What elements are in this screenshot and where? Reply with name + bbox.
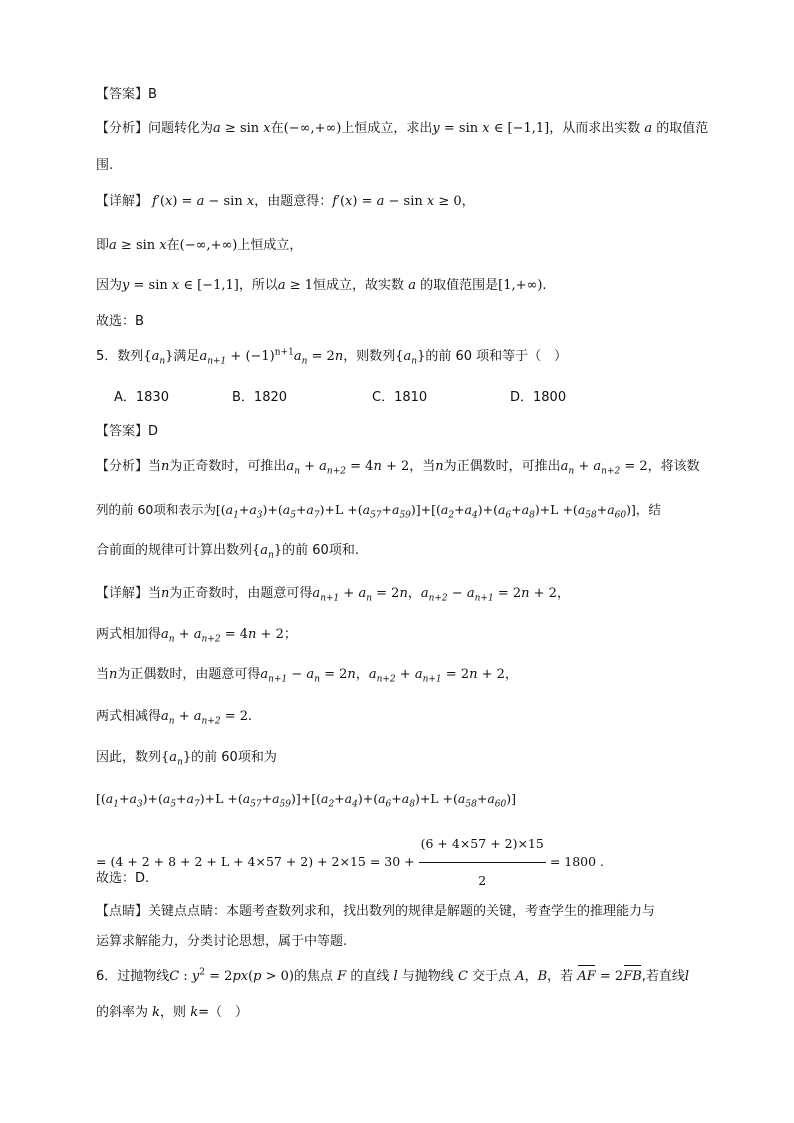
math: f xyxy=(332,194,338,209)
math: = 4 xyxy=(346,459,374,474)
math: n xyxy=(347,667,356,682)
math: n xyxy=(469,667,478,682)
q5-text: 两式相减得 xyxy=(96,709,162,724)
q6-stem-text: 交于点 xyxy=(472,969,512,984)
q6-line-2 xyxy=(96,1004,702,1022)
math: + $(-1)^{n+1}$ xyxy=(226,347,294,364)
math: + xyxy=(118,791,130,806)
math: a xyxy=(277,278,286,293)
math: $a_{n+1}$ xyxy=(260,667,288,685)
q5-detail-line-1 xyxy=(96,585,702,603)
math: $a_4$ xyxy=(344,791,358,810)
q4-text: 恒成立，故实数 xyxy=(313,278,405,293)
q4-line-2 xyxy=(96,237,702,255)
math: + xyxy=(596,502,608,517)
q5-text: . xyxy=(248,709,253,724)
math: $a_3$ xyxy=(129,791,143,810)
math: { xyxy=(252,543,261,558)
q5-review-text: 运算求解能力，分类讨论思想，属于中等题. xyxy=(96,934,348,949)
vector-af: AF xyxy=(577,969,596,984)
q6-stem-text: 的焦点 xyxy=(294,969,334,984)
q4-analysis-text: ，从而求出实数 xyxy=(549,121,641,136)
math: $a_{n+2}$ xyxy=(193,627,221,645)
math: ′( xyxy=(337,194,346,209)
math: $a_{n+2}$ xyxy=(193,709,221,727)
math: l xyxy=(393,969,398,984)
math: a xyxy=(213,121,221,136)
fraction-denominator: 2 xyxy=(478,873,487,888)
q5-analysis-text: 为正奇数时，可推出 xyxy=(169,459,287,474)
math: $a_{n+2}$ xyxy=(420,586,448,604)
math: (−∞,+∞) xyxy=(179,238,238,253)
q5-review-text: 关键点点睛：本题考查数列求和，找出数列的规律是解题的关键，考查学生的推理能力与 xyxy=(148,904,656,919)
math: ′( xyxy=(156,194,165,209)
math: a xyxy=(408,278,416,293)
math: )] xyxy=(506,791,516,806)
math: ≥ sin xyxy=(116,238,160,253)
q5-analysis-text: ，将该数 xyxy=(647,459,700,474)
q5-text: ； xyxy=(283,627,297,642)
math: = 1800 . xyxy=(545,854,605,869)
vector-fb: FB xyxy=(623,969,642,984)
math: + 2 xyxy=(381,459,410,474)
math: : xyxy=(179,969,192,984)
q5-choice xyxy=(96,870,702,888)
q4-choice-text: 故选：B xyxy=(96,314,144,329)
math: x xyxy=(345,194,353,209)
q4-analysis-text: 的取值范 xyxy=(656,121,709,136)
q4-text: 即 xyxy=(96,238,110,253)
q6-stem xyxy=(96,968,702,986)
math: ) = xyxy=(352,194,377,209)
math: $a_n$ xyxy=(151,349,166,367)
math: $a_{n+2}$ xyxy=(593,459,621,477)
math: n xyxy=(521,586,530,601)
math: [( xyxy=(215,502,226,517)
q5-stem-text: ，则数列 xyxy=(343,349,396,364)
math: )+L +( xyxy=(534,502,578,517)
math: + xyxy=(381,502,392,517)
q4-detail-line-1 xyxy=(96,193,702,211)
q4-analysis-text: 上恒成立，求出 xyxy=(341,121,433,136)
math: a xyxy=(196,194,205,209)
q5-analysis-text: 的前 60项和. xyxy=(282,543,359,558)
math: − sin xyxy=(384,194,427,209)
q5-line-b xyxy=(96,666,702,684)
math: ( xyxy=(248,969,254,984)
q6-text: =（ ） xyxy=(198,1005,248,1020)
analysis-tag: 【分析】 xyxy=(96,459,149,474)
math: $a_{57}$ xyxy=(242,791,262,810)
math: [( xyxy=(96,791,106,806)
math: $a_n$ xyxy=(358,586,372,604)
q6-text: 的斜率为 xyxy=(96,1005,149,1020)
math: n xyxy=(161,459,170,474)
math: $a_8$ xyxy=(401,791,415,810)
math: $a_1$ xyxy=(225,502,239,521)
analysis-tag: 【分析】 xyxy=(96,121,149,136)
math: y xyxy=(122,278,130,293)
answer-tag: 【答案】 xyxy=(96,87,149,102)
math: )+( xyxy=(357,791,379,806)
q4-text: ，所以 xyxy=(238,278,278,293)
q6-stem-text: 与抛物线 xyxy=(401,969,454,984)
math: $a_8$ xyxy=(521,502,535,521)
math: = 4 xyxy=(220,627,249,642)
math: + xyxy=(261,791,273,806)
math: )+( xyxy=(142,791,163,806)
math: l xyxy=(684,969,690,984)
math: B xyxy=(537,969,548,984)
math: } xyxy=(182,750,192,765)
math: $^2$ = 2 xyxy=(199,967,233,984)
math: $a_{n+2}$ xyxy=(368,667,396,685)
math: $a_5$ xyxy=(282,502,296,521)
math: $a_n$ xyxy=(161,627,175,645)
q5-analysis-line-1 xyxy=(96,458,702,476)
math: $a_{60}$ xyxy=(607,502,627,521)
q5-line-a xyxy=(96,626,702,644)
math: − sin xyxy=(204,194,247,209)
q4-text: 上恒成立， xyxy=(237,238,303,253)
math: $a_{57}$ xyxy=(362,502,382,521)
q4-detail-text: ， xyxy=(461,194,475,209)
q5-stem-text: 的前 60 项和等于（ ） xyxy=(425,349,568,364)
math: $a_n$ xyxy=(161,709,175,727)
math: px xyxy=(232,969,249,984)
q4-text: 的取值范围是 xyxy=(420,278,499,293)
math: + xyxy=(395,667,415,682)
math: + 2 xyxy=(256,627,284,642)
q4-answer: B xyxy=(148,87,157,102)
math: $a_4$ xyxy=(464,502,478,521)
q5-option-a: A．1830 xyxy=(114,390,169,405)
math: { xyxy=(143,349,152,364)
math: + xyxy=(174,627,194,642)
math: $a_n$ xyxy=(403,349,418,367)
q5-analysis-text: ，当 xyxy=(409,459,436,474)
math: + xyxy=(511,502,522,517)
math: $a_3$ xyxy=(249,502,263,521)
math: $a_{58}$ xyxy=(577,502,597,521)
q4-analysis-text: 问题转化为 xyxy=(148,121,214,136)
q5-text: ， xyxy=(504,667,518,682)
q5-line-c xyxy=(96,708,702,726)
math: $a_{n+1}$ xyxy=(466,586,494,604)
q5-option-c: C．1810 xyxy=(372,390,428,405)
math: $a_n$ xyxy=(260,543,274,561)
q4-text: 因为 xyxy=(96,278,123,293)
q5-text: 两式相加得 xyxy=(96,627,162,642)
math: $a_6$ xyxy=(378,791,392,810)
math: $a_1$ xyxy=(105,791,119,810)
math: } xyxy=(273,543,283,558)
q5-text: 因此，数列 xyxy=(96,750,162,765)
math: ∈ [−1,1] xyxy=(179,278,239,293)
math: = 2 xyxy=(620,459,648,474)
q5-analysis-text: 列的前 60项和表示为 xyxy=(96,502,216,517)
q5-analysis-text: 当 xyxy=(148,459,162,474)
math: )+L +( xyxy=(199,791,243,806)
math: $a_7$ xyxy=(186,791,200,810)
math: } xyxy=(165,349,174,364)
q5-text: 当 xyxy=(96,667,110,682)
math: n xyxy=(435,459,444,474)
math: = 2 xyxy=(319,667,348,682)
math: = (4 + 2 + 8 + 2 + L + 4×57 + 2) + 2×15 = 30 + xyxy=(96,854,419,869)
math: − xyxy=(447,586,467,601)
math: C xyxy=(169,969,180,984)
math: )]+[( xyxy=(410,502,441,517)
math: + 2 xyxy=(529,586,557,601)
math: [1,+∞) xyxy=(498,278,543,293)
math: = 2 xyxy=(493,586,522,601)
q5-answer: D xyxy=(148,424,159,439)
math: + xyxy=(299,459,320,474)
math: x xyxy=(159,238,167,253)
math: ∈ [−1,1] xyxy=(489,121,550,136)
q5-number: 5． xyxy=(96,349,118,364)
q5-sum-result xyxy=(96,826,702,899)
math: $a_{n+1}$ xyxy=(199,349,227,367)
q4-analysis-text: 在 xyxy=(270,121,284,136)
math: n xyxy=(161,586,170,601)
q5-analysis-text: 为正偶数时，可推出 xyxy=(443,459,561,474)
q5-analysis-line-2 xyxy=(96,501,702,519)
math: + xyxy=(334,791,345,806)
math: = 2 xyxy=(441,667,470,682)
q6-stem-text: ，若 xyxy=(547,969,574,984)
math: − xyxy=(287,667,307,682)
q4-analysis-text: 围. xyxy=(96,158,114,173)
math: + xyxy=(476,791,488,806)
fraction-numerator: (6 + 4×57 + 2)×15 xyxy=(419,826,546,863)
q5-detail-text: 当 xyxy=(148,586,162,601)
math: + xyxy=(176,791,187,806)
math: + xyxy=(295,502,307,517)
math: n xyxy=(334,349,344,364)
math: x xyxy=(426,194,435,209)
q5-stem-text: 满足 xyxy=(173,349,200,364)
q5-option-b: B．1820 xyxy=(232,390,288,405)
math: )+L +( xyxy=(319,502,363,517)
math: n xyxy=(248,627,257,642)
q5-stem xyxy=(96,348,702,366)
math: $a_7$ xyxy=(306,502,320,521)
math: x xyxy=(263,121,271,136)
math: $a_2$ xyxy=(440,502,455,521)
math: $a_5$ xyxy=(162,791,177,810)
math: F xyxy=(337,969,347,984)
answer-tag: 【答案】 xyxy=(96,424,149,439)
q4-choice xyxy=(96,313,702,331)
q5-line-d xyxy=(96,749,702,767)
math-fraction xyxy=(419,826,546,899)
q5-text: 为正偶数时，由题意可得 xyxy=(117,667,261,682)
q5-choice-text: 故选：D. xyxy=(96,871,150,886)
math: $a_{60}$ xyxy=(487,791,507,810)
math: ≥ 1 xyxy=(285,278,314,293)
detail-tag: 【详解】 xyxy=(96,194,149,209)
math: a xyxy=(376,194,385,209)
q6-stem-text: 过抛物线 xyxy=(117,969,170,984)
math: + xyxy=(391,791,402,806)
q5-detail-text: ， xyxy=(407,586,421,601)
math: } xyxy=(417,349,426,364)
q4-line-3 xyxy=(96,277,702,295)
q6-stem-text: ,若直线 xyxy=(641,969,685,984)
math: = 2 xyxy=(220,709,249,724)
math: )] xyxy=(626,502,636,517)
math: + 2 xyxy=(477,667,505,682)
math: ≥ 0 xyxy=(434,194,462,209)
math: $a_n$ xyxy=(560,459,575,477)
q5-sum-expression xyxy=(96,790,702,808)
q5-text: 的前 60项和为 xyxy=(191,750,277,765)
q6-number: 6． xyxy=(96,969,118,984)
q5-stem-text: 数列 xyxy=(117,349,144,364)
math: $a_n$ xyxy=(306,667,320,685)
math: $a_6$ xyxy=(497,502,512,521)
math: a xyxy=(644,121,653,136)
math: $a_n$ xyxy=(169,750,183,768)
q5-text: ， xyxy=(355,667,369,682)
math: n xyxy=(399,586,408,601)
q4-analysis-line-1 xyxy=(96,120,709,138)
math: = sin xyxy=(439,121,483,136)
math: ) = xyxy=(172,194,197,209)
math: x xyxy=(246,194,255,209)
math: + xyxy=(174,709,194,724)
q5-analysis-line-3 xyxy=(96,542,702,560)
q4-text: . xyxy=(542,278,547,293)
q6-stem-text: ， xyxy=(524,969,538,984)
q4-detail-text: ，由题意得： xyxy=(254,194,333,209)
math: y xyxy=(191,969,200,984)
q5-analysis-text: 合前面的规律可计算出数列 xyxy=(96,543,253,558)
math: > 0) xyxy=(261,969,294,984)
math: { xyxy=(395,349,404,364)
math: = 2 xyxy=(372,586,400,601)
math: $a_{58}$ xyxy=(457,791,477,810)
q5-detail-text: ， xyxy=(556,586,570,601)
math: = 2 xyxy=(307,349,335,364)
math: f xyxy=(152,194,157,209)
q5-option-d: D．1800 xyxy=(510,390,567,405)
detail-tag: 【详解】 xyxy=(96,586,149,601)
math: n xyxy=(373,459,382,474)
math: $a_{59}$ xyxy=(391,502,411,521)
math: p xyxy=(253,969,262,984)
math: k xyxy=(190,1005,199,1020)
q6-stem-text: 的直线 xyxy=(350,969,390,984)
math: a xyxy=(109,238,117,253)
math: )+( xyxy=(477,502,498,517)
math: { xyxy=(161,750,170,765)
math: x xyxy=(171,278,180,293)
math: x xyxy=(165,194,173,209)
math: )+( xyxy=(262,502,283,517)
review-tag: 【点睛】 xyxy=(96,904,149,919)
math: $a_{59}$ xyxy=(272,791,291,810)
math: $a_{n+1}$ xyxy=(312,586,340,604)
math: n xyxy=(109,667,118,682)
q6-text: ，则 xyxy=(160,1005,187,1020)
q5-review-line-2 xyxy=(96,933,702,951)
q4-analysis-line-2 xyxy=(96,157,702,175)
q4-text: 在 xyxy=(166,238,180,253)
math: + xyxy=(339,586,359,601)
q5-review-line-1 xyxy=(96,903,702,921)
math: = 2 xyxy=(595,969,624,984)
math: )]+[( xyxy=(291,791,321,806)
math: + xyxy=(238,502,250,517)
math: $a_2$ xyxy=(320,791,335,810)
math: )+L +( xyxy=(414,791,458,806)
math: C xyxy=(457,969,468,984)
math: + xyxy=(454,502,465,517)
math: ≥ sin xyxy=(220,121,264,136)
math: $a_n$ xyxy=(286,459,300,477)
q5-detail-text: 为正奇数时，由题意可得 xyxy=(169,586,313,601)
math: + xyxy=(574,459,594,474)
math: A xyxy=(515,969,525,984)
math: y xyxy=(432,121,440,136)
q4-answer-line xyxy=(96,86,702,104)
math: $a_{n+2}$ xyxy=(319,459,346,477)
math: x xyxy=(482,121,490,136)
math: k xyxy=(152,1005,161,1020)
math: $a_n$ xyxy=(293,349,308,367)
math: (−∞,+∞) xyxy=(283,121,342,136)
q5-answer-line xyxy=(96,423,702,441)
math: = sin xyxy=(129,278,172,293)
q5-analysis-text: ，结 xyxy=(635,502,661,517)
math: $a_{n+1}$ xyxy=(414,667,442,685)
